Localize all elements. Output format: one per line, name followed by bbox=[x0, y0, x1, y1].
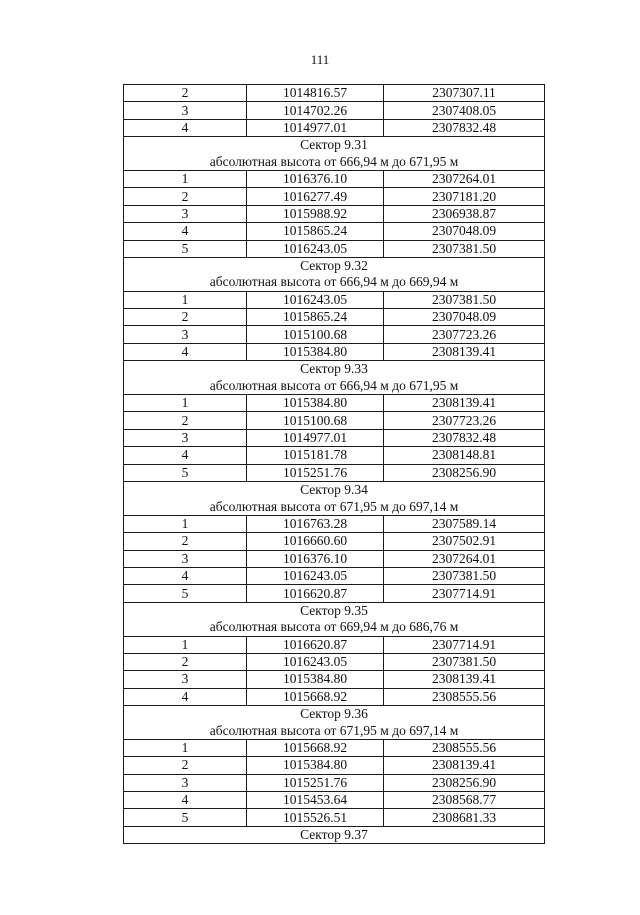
point-number-cell: 4 bbox=[124, 567, 247, 584]
table-row bbox=[124, 85, 545, 102]
x-coordinate-cell: 1015865.24 bbox=[247, 223, 384, 240]
x-coordinate-cell: 1015251.76 bbox=[247, 774, 384, 791]
y-coordinate-cell: 2307048.09 bbox=[384, 309, 545, 326]
point-number-cell: 1 bbox=[124, 515, 247, 532]
y-coordinate-cell: 2308139.41 bbox=[384, 395, 545, 412]
x-coordinate-cell: 1015865.24 bbox=[247, 309, 384, 326]
x-coordinate-cell: 1015181.78 bbox=[247, 447, 384, 464]
y-coordinate-cell: 2307723.26 bbox=[384, 412, 545, 429]
sector-title: Сектор 9.35 bbox=[124, 602, 545, 619]
y-coordinate-cell: 2307264.01 bbox=[384, 550, 545, 567]
sector-title-row bbox=[124, 706, 545, 723]
point-number-cell: 2 bbox=[124, 757, 247, 774]
sector-altitude-row bbox=[124, 154, 545, 171]
y-coordinate-cell: 2308256.90 bbox=[384, 774, 545, 791]
x-coordinate-cell: 1015100.68 bbox=[247, 326, 384, 343]
sector-altitude: абсолютная высота от 671,95 м до 697,14 м bbox=[124, 498, 545, 515]
sector-altitude: абсолютная высота от 669,94 м до 686,76 м bbox=[124, 619, 545, 636]
sector-altitude-row bbox=[124, 274, 545, 291]
x-coordinate-cell: 1015526.51 bbox=[247, 809, 384, 826]
table-row bbox=[124, 636, 545, 653]
point-number-cell: 3 bbox=[124, 774, 247, 791]
point-number-cell: 2 bbox=[124, 533, 247, 550]
table-row bbox=[124, 291, 545, 308]
point-number-cell: 2 bbox=[124, 188, 247, 205]
sector-title: Сектор 9.31 bbox=[124, 137, 545, 154]
sector-altitude: абсолютная высота от 666,94 м до 671,95 м bbox=[124, 154, 545, 171]
table-row bbox=[124, 343, 545, 360]
sector-title-row bbox=[124, 257, 545, 274]
table-row bbox=[124, 447, 545, 464]
point-number-cell: 4 bbox=[124, 119, 247, 136]
y-coordinate-cell: 2307307.11 bbox=[384, 85, 545, 102]
y-coordinate-cell: 2308681.33 bbox=[384, 809, 545, 826]
y-coordinate-cell: 2308139.41 bbox=[384, 343, 545, 360]
point-number-cell: 1 bbox=[124, 170, 247, 187]
y-coordinate-cell: 2308139.41 bbox=[384, 671, 545, 688]
point-number-cell: 1 bbox=[124, 739, 247, 756]
y-coordinate-cell: 2307832.48 bbox=[384, 429, 545, 446]
y-coordinate-cell: 2306938.87 bbox=[384, 205, 545, 222]
y-coordinate-cell: 2307381.50 bbox=[384, 291, 545, 308]
x-coordinate-cell: 1016620.87 bbox=[247, 636, 384, 653]
point-number-cell: 3 bbox=[124, 102, 247, 119]
table-row bbox=[124, 809, 545, 826]
sector-title-row bbox=[124, 481, 545, 498]
x-coordinate-cell: 1015988.92 bbox=[247, 205, 384, 222]
sector-altitude-row bbox=[124, 498, 545, 515]
point-number-cell: 2 bbox=[124, 85, 247, 102]
sector-title: Сектор 9.32 bbox=[124, 257, 545, 274]
point-number-cell: 3 bbox=[124, 326, 247, 343]
x-coordinate-cell: 1016660.60 bbox=[247, 533, 384, 550]
table-row bbox=[124, 739, 545, 756]
sector-title: Сектор 9.34 bbox=[124, 481, 545, 498]
x-coordinate-cell: 1015384.80 bbox=[247, 671, 384, 688]
point-number-cell: 3 bbox=[124, 550, 247, 567]
table-row bbox=[124, 671, 545, 688]
table-row bbox=[124, 464, 545, 481]
point-number-cell: 3 bbox=[124, 671, 247, 688]
sector-title-row bbox=[124, 137, 545, 154]
sector-altitude-row bbox=[124, 722, 545, 739]
point-number-cell: 3 bbox=[124, 205, 247, 222]
x-coordinate-cell: 1015251.76 bbox=[247, 464, 384, 481]
point-number-cell: 4 bbox=[124, 343, 247, 360]
y-coordinate-cell: 2307408.05 bbox=[384, 102, 545, 119]
y-coordinate-cell: 2307181.20 bbox=[384, 188, 545, 205]
point-number-cell: 4 bbox=[124, 792, 247, 809]
x-coordinate-cell: 1015384.80 bbox=[247, 343, 384, 360]
y-coordinate-cell: 2307714.91 bbox=[384, 585, 545, 602]
table-row bbox=[124, 757, 545, 774]
table-row bbox=[124, 205, 545, 222]
page-number: 111 bbox=[310, 52, 330, 67]
table-row bbox=[124, 688, 545, 705]
x-coordinate-cell: 1016376.10 bbox=[247, 170, 384, 187]
point-number-cell: 1 bbox=[124, 395, 247, 412]
table-row bbox=[124, 653, 545, 670]
point-number-cell: 1 bbox=[124, 291, 247, 308]
x-coordinate-cell: 1016620.87 bbox=[247, 585, 384, 602]
x-coordinate-cell: 1016243.05 bbox=[247, 291, 384, 308]
point-number-cell: 5 bbox=[124, 585, 247, 602]
table-row bbox=[124, 395, 545, 412]
coordinates-table-body bbox=[124, 85, 545, 844]
sector-title-row bbox=[124, 602, 545, 619]
point-number-cell: 2 bbox=[124, 653, 247, 670]
x-coordinate-cell: 1015668.92 bbox=[247, 688, 384, 705]
y-coordinate-cell: 2307589.14 bbox=[384, 515, 545, 532]
point-number-cell: 5 bbox=[124, 464, 247, 481]
table-row bbox=[124, 240, 545, 257]
x-coordinate-cell: 1016243.05 bbox=[247, 240, 384, 257]
table-row bbox=[124, 515, 545, 532]
point-number-cell: 2 bbox=[124, 309, 247, 326]
x-coordinate-cell: 1015100.68 bbox=[247, 412, 384, 429]
y-coordinate-cell: 2308568.77 bbox=[384, 792, 545, 809]
y-coordinate-cell: 2307381.50 bbox=[384, 653, 545, 670]
y-coordinate-cell: 2307502.91 bbox=[384, 533, 545, 550]
table-row bbox=[124, 774, 545, 791]
x-coordinate-cell: 1016376.10 bbox=[247, 550, 384, 567]
table-row bbox=[124, 326, 545, 343]
sector-title: Сектор 9.33 bbox=[124, 361, 545, 378]
y-coordinate-cell: 2308148.81 bbox=[384, 447, 545, 464]
x-coordinate-cell: 1015384.80 bbox=[247, 757, 384, 774]
table-row bbox=[124, 585, 545, 602]
y-coordinate-cell: 2307714.91 bbox=[384, 636, 545, 653]
point-number-cell: 5 bbox=[124, 809, 247, 826]
table-row bbox=[124, 188, 545, 205]
y-coordinate-cell: 2307048.09 bbox=[384, 223, 545, 240]
x-coordinate-cell: 1015668.92 bbox=[247, 739, 384, 756]
y-coordinate-cell: 2308256.90 bbox=[384, 464, 545, 481]
sector-altitude: абсолютная высота от 666,94 м до 669,94 м bbox=[124, 274, 545, 291]
x-coordinate-cell: 1014702.26 bbox=[247, 102, 384, 119]
x-coordinate-cell: 1015453.64 bbox=[247, 792, 384, 809]
x-coordinate-cell: 1015384.80 bbox=[247, 395, 384, 412]
table-row bbox=[124, 567, 545, 584]
point-number-cell: 4 bbox=[124, 688, 247, 705]
y-coordinate-cell: 2308555.56 bbox=[384, 739, 545, 756]
x-coordinate-cell: 1014816.57 bbox=[247, 85, 384, 102]
sector-title: Сектор 9.37 bbox=[124, 826, 545, 843]
sector-title: Сектор 9.36 bbox=[124, 706, 545, 723]
x-coordinate-cell: 1016243.05 bbox=[247, 567, 384, 584]
table-row bbox=[124, 102, 545, 119]
y-coordinate-cell: 2308139.41 bbox=[384, 757, 545, 774]
x-coordinate-cell: 1014977.01 bbox=[247, 119, 384, 136]
sector-altitude-row bbox=[124, 378, 545, 395]
coordinates-table bbox=[123, 84, 545, 844]
table-row bbox=[124, 223, 545, 240]
sector-altitude-row bbox=[124, 619, 545, 636]
y-coordinate-cell: 2308555.56 bbox=[384, 688, 545, 705]
table-row bbox=[124, 550, 545, 567]
sector-altitude: абсолютная высота от 671,95 м до 697,14 м bbox=[124, 722, 545, 739]
point-number-cell: 5 bbox=[124, 240, 247, 257]
sector-title-row bbox=[124, 826, 545, 843]
x-coordinate-cell: 1016277.49 bbox=[247, 188, 384, 205]
table-row bbox=[124, 792, 545, 809]
table-row bbox=[124, 412, 545, 429]
y-coordinate-cell: 2307264.01 bbox=[384, 170, 545, 187]
sector-title-row bbox=[124, 361, 545, 378]
table-row bbox=[124, 533, 545, 550]
x-coordinate-cell: 1016763.28 bbox=[247, 515, 384, 532]
table-row bbox=[124, 429, 545, 446]
point-number-cell: 4 bbox=[124, 223, 247, 240]
table-row bbox=[124, 170, 545, 187]
point-number-cell: 1 bbox=[124, 636, 247, 653]
x-coordinate-cell: 1016243.05 bbox=[247, 653, 384, 670]
sector-altitude: абсолютная высота от 666,94 м до 671,95 м bbox=[124, 378, 545, 395]
point-number-cell: 3 bbox=[124, 429, 247, 446]
y-coordinate-cell: 2307723.26 bbox=[384, 326, 545, 343]
y-coordinate-cell: 2307832.48 bbox=[384, 119, 545, 136]
table-row bbox=[124, 309, 545, 326]
x-coordinate-cell: 1014977.01 bbox=[247, 429, 384, 446]
point-number-cell: 4 bbox=[124, 447, 247, 464]
table-row bbox=[124, 119, 545, 136]
point-number-cell: 2 bbox=[124, 412, 247, 429]
y-coordinate-cell: 2307381.50 bbox=[384, 567, 545, 584]
y-coordinate-cell: 2307381.50 bbox=[384, 240, 545, 257]
